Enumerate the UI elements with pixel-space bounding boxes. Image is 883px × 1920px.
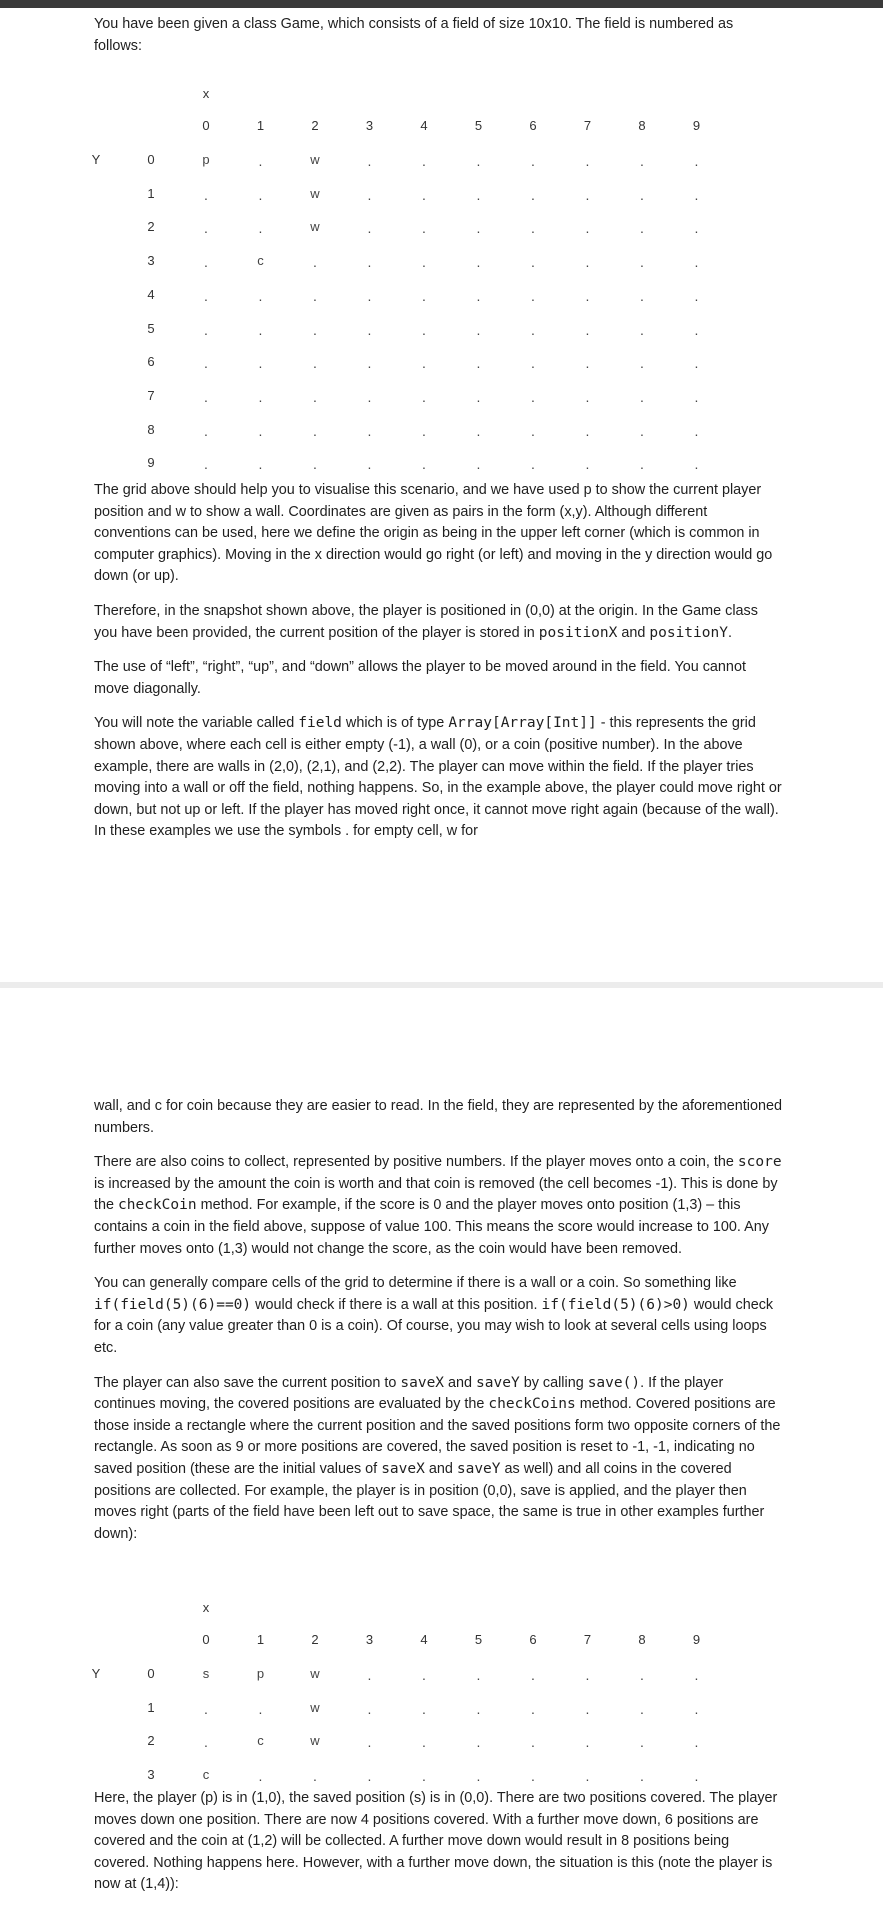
grid-cell: .: [367, 220, 372, 237]
grid-cell: .: [694, 287, 699, 304]
column-header: 7: [583, 118, 592, 133]
grid-cell: .: [422, 1734, 426, 1751]
code-save-call: save(): [587, 1374, 641, 1391]
grid-cell: .: [204, 287, 208, 304]
grid-cell: .: [313, 321, 317, 338]
row-header: 0: [147, 1666, 155, 1681]
grid-cell: w: [310, 152, 320, 167]
grid-cell: .: [204, 422, 208, 439]
grid-cell: .: [367, 1768, 372, 1785]
grid-cell: .: [585, 355, 590, 372]
column-header: 8: [638, 118, 646, 133]
row-header: 3: [147, 1767, 155, 1783]
grid-cell: .: [476, 1700, 481, 1717]
intro-paragraph: [94, 14, 784, 70]
grid-cell: .: [585, 254, 590, 271]
column-header: 1: [256, 118, 265, 133]
grid-cell: .: [258, 422, 263, 439]
grid-cell: .: [422, 186, 426, 203]
field-grid-2: [0, 1588, 883, 1785]
grid-cell: .: [694, 1700, 699, 1717]
grid-cell: .: [422, 287, 426, 304]
document-page-2: [0, 988, 883, 1920]
grid-cell: .: [367, 321, 372, 338]
grid-cell: .: [640, 456, 644, 473]
grid-cell: .: [694, 1667, 699, 1683]
grid-cell: .: [258, 1768, 263, 1785]
grid-cell: .: [531, 1734, 535, 1751]
page2-body-end: [94, 1788, 784, 1909]
grid-cell: .: [422, 254, 426, 271]
x-axis-label: x: [202, 1600, 210, 1615]
grid-cell: .: [694, 321, 699, 338]
code-if-wall: if(field(5)(6)==0): [94, 1296, 252, 1313]
grid-cell: .: [367, 153, 372, 169]
code-field: field: [298, 715, 342, 732]
grid-cell: .: [640, 287, 644, 304]
document-page-1: [0, 8, 883, 982]
grid-cell: .: [694, 254, 699, 271]
grid-cell: .: [204, 456, 208, 473]
grid-cell: .: [585, 1700, 590, 1717]
grid-cell: .: [258, 321, 263, 338]
grid-cell: .: [258, 287, 263, 304]
grid-cell: .: [531, 355, 535, 372]
grid-cell: .: [422, 1700, 426, 1717]
grid-cell: .: [640, 1700, 644, 1717]
grid-cell: .: [694, 1768, 699, 1785]
row-header: 0: [147, 152, 155, 167]
grid-cell: .: [367, 186, 372, 203]
x-axis-label: x: [202, 86, 210, 101]
grid-cell: .: [367, 1700, 372, 1717]
grid-cell: .: [422, 355, 426, 372]
grid-cell: .: [476, 355, 481, 372]
grid-cell: .: [585, 422, 590, 439]
grid-cell: .: [694, 186, 699, 203]
grid-cell: .: [367, 254, 372, 271]
grid-cell: .: [531, 388, 535, 405]
grid-cell: .: [258, 456, 263, 473]
grid-cell: .: [694, 456, 699, 473]
grid-cell: .: [422, 1667, 426, 1683]
y-axis-label: Y: [91, 1666, 101, 1681]
grid-cell: .: [476, 186, 481, 203]
grid-cell: .: [313, 287, 317, 304]
page2-body: [94, 1096, 784, 1558]
grid-cell: .: [258, 1700, 263, 1717]
grid-cell: .: [367, 1667, 372, 1683]
y-axis-label: Y: [91, 152, 101, 167]
grid-cell: .: [476, 456, 481, 473]
grid-cell: .: [694, 220, 699, 237]
grid-cell: .: [204, 186, 208, 203]
grid-cell: .: [367, 456, 372, 473]
grid-cell: .: [258, 220, 263, 237]
grid-cell: .: [204, 1734, 208, 1751]
player-position-paragraph: Therefore, in the snapshot shown above, the player is positioned in (0,0) at the origin. In the Game class you have been provided, the current position of the player is stored in positionX and positionY.: [94, 602, 758, 641]
grid-cell: .: [531, 220, 535, 237]
code-saveX: saveX: [400, 1374, 445, 1391]
grid-cell: s: [202, 1666, 210, 1681]
grid-cell: .: [640, 220, 644, 237]
grid-cell: .: [585, 321, 590, 338]
grid-cell: .: [476, 1768, 481, 1785]
top-toolbar-strip: [0, 0, 883, 8]
row-header: 2: [147, 1733, 155, 1749]
grid-cell: .: [367, 1734, 372, 1751]
column-header: 0: [202, 118, 210, 133]
column-header: 7: [583, 1632, 592, 1647]
code-positionX: positionX: [538, 624, 618, 641]
grid-cell: .: [640, 388, 644, 405]
grid-cell: .: [531, 1768, 535, 1785]
code-positionY: positionY: [649, 624, 728, 641]
column-header: 4: [420, 1632, 428, 1647]
grid-cell: c: [202, 1767, 210, 1783]
grid-cell: .: [531, 456, 535, 473]
grid-cell: .: [531, 1667, 535, 1683]
grid-cell: .: [640, 186, 644, 203]
grid-cell: .: [476, 422, 481, 439]
grid-cell: .: [204, 254, 208, 271]
row-header: 1: [147, 1699, 155, 1715]
grid-cell: w: [310, 1666, 320, 1681]
grid-cell: .: [422, 1768, 426, 1785]
grid-cell: .: [204, 388, 208, 405]
grid-cell: .: [531, 254, 535, 271]
grid-cell: .: [640, 153, 644, 169]
grid-cell: p: [202, 152, 210, 167]
grid-cell: .: [476, 321, 481, 338]
column-header: 6: [529, 118, 537, 133]
grid-explanation-paragraph: The grid above should help you to visualise this scenario, and we have used p to show the current player position and w to show a wall. Coordinates are given as pairs in the form (x,y). Although different conventions can be used, here we define the origin as being in the upper left corner (which is common in computer graphics). Moving in the x direction would go right (or left) and moving in the y direction would go down (or up).: [94, 482, 773, 585]
grid-cell: .: [422, 422, 426, 439]
grid-cell: .: [531, 1700, 535, 1717]
save-example-paragraph: Here, the player (p) is in (1,0), the saved position (s) is in (0,0). There are two positions covered. The player moves down one position. There are now 4 positions covered. With a further move down, 6 positions are covered and the coin at (1,2) will be collected. A further move down would result in 8 positions being covered. Nothing happens here. However, with a further move down, the situation is this (note the player is now at (1,4)):: [94, 1790, 778, 1893]
grid-cell: .: [585, 456, 590, 473]
field-variable-paragraph: You will note the variable called field which is of type Array[Array[Int]] - this represents the grid shown above, where each cell is either empty (-1), a wall (0), or a coin (positive number). In the above example, there are walls in (2,0), (2,1), and (2,2). The player can move within the field. If the player tries moving into a wall or off the field, nothing happens. So, in the example above, the player could move right or down, but not up or left. If the player has moved right once, it cannot move right again (because of the wall). In these examples we use the symbols . for empty cell, w for: [94, 715, 782, 840]
grid-cell: .: [585, 153, 590, 169]
grid-cell: .: [694, 422, 699, 439]
grid-cell: .: [640, 1768, 644, 1785]
movement-paragraph: The use of “left”, “right”, “up”, and “down” allows the player to be moved around in the field. You cannot move diagonally.: [94, 659, 746, 697]
grid-cell: .: [313, 254, 317, 271]
grid-cell: .: [476, 1667, 481, 1683]
grid-cell: w: [310, 219, 320, 235]
grid-cell: .: [367, 422, 372, 439]
row-header: 3: [147, 253, 155, 269]
grid-cell: .: [531, 287, 535, 304]
grid-cell: .: [313, 422, 317, 439]
grid-cell: .: [313, 355, 317, 372]
column-header: 3: [365, 118, 374, 133]
column-header: 0: [202, 1632, 210, 1647]
save-paragraph: The player can also save the current position to saveX and saveY by calling save(). If the player continues moving, the covered positions are evaluated by the checkCoins method. Covered positions are those inside a rectangle where the current position and the saved positions form two opposite corners of the rectangle. As soon as 9 or more positions are covered, the saved position is reset to -1, -1, indicating no saved position (these are the initial values of saveX and saveY as well) and all coins in the covered positions are collected. For example, the player is in position (0,0), save is applied, and the player then moves right (parts of the field have been left out to save space, the same is true in other examples further down):: [94, 1374, 781, 1542]
code-score: score: [737, 1154, 782, 1171]
grid-cell: .: [422, 321, 426, 338]
grid-cell: .: [258, 388, 263, 405]
grid-cell: c: [257, 1733, 264, 1749]
grid-cell: c: [257, 253, 264, 269]
grid-cell: .: [640, 254, 644, 271]
symbols-paragraph: wall, and c for coin because they are easier to read. In the field, they are represented by the aforementioned numbers.: [94, 1098, 782, 1136]
grid-cell: .: [585, 388, 590, 405]
grid-cell: .: [640, 1734, 644, 1751]
grid-cell: p: [256, 1666, 265, 1681]
grid-cell: .: [367, 287, 372, 304]
column-header: 4: [420, 118, 428, 133]
grid-cell: .: [694, 153, 699, 169]
grid-cell: .: [367, 388, 372, 405]
grid-cell: .: [585, 220, 590, 237]
grid-cell: .: [640, 355, 644, 372]
grid-cell: .: [422, 153, 426, 169]
grid-cell: .: [204, 1700, 208, 1717]
grid-cell: .: [258, 153, 263, 169]
row-header: 7: [147, 387, 155, 403]
grid-cell: .: [694, 1734, 699, 1751]
grid-cell: w: [310, 1733, 320, 1749]
intro-text: You have been given a class Game, which consists of a field of size 10x10. The field is numbered as follows:: [94, 16, 734, 54]
grid-cell: .: [694, 388, 699, 405]
grid-cell: .: [476, 1734, 481, 1751]
grid-cell: .: [313, 456, 317, 473]
code-saveY: saveY: [476, 1374, 520, 1391]
grid-cell: .: [422, 456, 426, 473]
page1-body: [94, 480, 784, 856]
grid-cell: .: [204, 355, 208, 372]
column-header: 2: [311, 1632, 319, 1647]
grid-cell: .: [640, 422, 644, 439]
column-header: 3: [365, 1632, 374, 1647]
grid-cell: .: [585, 1667, 590, 1683]
grid-cell: .: [640, 1667, 644, 1683]
grid-cell: .: [585, 287, 590, 304]
column-header: 9: [692, 1632, 701, 1647]
grid-cell: .: [422, 220, 426, 237]
code-saveY-2: saveY: [456, 1460, 501, 1477]
column-header: 8: [638, 1632, 646, 1647]
grid-cell: w: [310, 1699, 320, 1715]
grid-cell: .: [585, 1768, 590, 1785]
grid-cell: .: [313, 388, 317, 405]
grid-cell: .: [585, 186, 590, 203]
row-header: 6: [147, 354, 155, 370]
row-header: 9: [147, 455, 155, 471]
grid-cell: .: [313, 1768, 317, 1785]
column-header: 5: [474, 118, 483, 133]
column-header: 9: [692, 118, 701, 133]
code-array-type: Array[Array[Int]]: [448, 715, 597, 732]
grid-cell: .: [204, 220, 208, 237]
grid-cell: w: [310, 185, 320, 201]
grid-cell: .: [258, 186, 263, 203]
row-header: 5: [147, 320, 155, 336]
grid-cell: .: [476, 153, 481, 169]
field-grid-1: [0, 74, 883, 473]
row-header: 8: [147, 421, 155, 437]
grid-cell: .: [204, 321, 208, 338]
grid-cell: .: [531, 153, 535, 169]
row-header: 1: [147, 185, 155, 201]
row-header: 4: [147, 286, 155, 302]
grid-cell: .: [367, 355, 372, 372]
grid-cell: .: [531, 186, 535, 203]
grid-cell: .: [476, 254, 481, 271]
grid-cell: .: [476, 220, 481, 237]
row-header: 2: [147, 219, 155, 235]
code-if-coin: if(field(5)(6)>0): [541, 1296, 690, 1313]
grid-cell: .: [531, 321, 535, 338]
grid-cell: .: [422, 388, 426, 405]
grid-cell: .: [531, 422, 535, 439]
grid-cell: .: [476, 388, 481, 405]
code-saveX-2: saveX: [381, 1460, 425, 1477]
grid-cell: .: [476, 287, 481, 304]
code-checkCoin: checkCoin: [118, 1197, 197, 1214]
coins-paragraph: There are also coins to collect, represented by positive numbers. If the player moves onto a coin, the score is increased by the amount the coin is worth and that coin is removed (the cell becomes -1). This is done by the checkCoin method. For example, if the score is 0 and the player moves onto position (1,3) – this contains a coin in the field above, suppose of value 100. This means the score would increase to 100. Any further moves onto (1,3) would not change the score, as the coin would have been removed.: [94, 1154, 782, 1257]
column-header: 2: [311, 118, 319, 133]
column-header: 1: [256, 1632, 265, 1647]
grid-cell: .: [258, 355, 263, 372]
grid-cell: .: [640, 321, 644, 338]
compare-cells-paragraph: You can generally compare cells of the grid to determine if there is a wall or a coin. So something like if(field(5)(6)==0) would check if there is a wall at this position. if(field(5)(6)>0) would check for a coin (any value greater than 0 is a coin). Of course, you may wish to look at several cells using loops etc.: [94, 1275, 774, 1356]
grid-cell: .: [694, 355, 699, 372]
grid-cell: .: [585, 1734, 590, 1751]
column-header: 6: [529, 1632, 537, 1647]
code-checkCoins: checkCoins: [488, 1396, 576, 1413]
column-header: 5: [474, 1632, 483, 1647]
